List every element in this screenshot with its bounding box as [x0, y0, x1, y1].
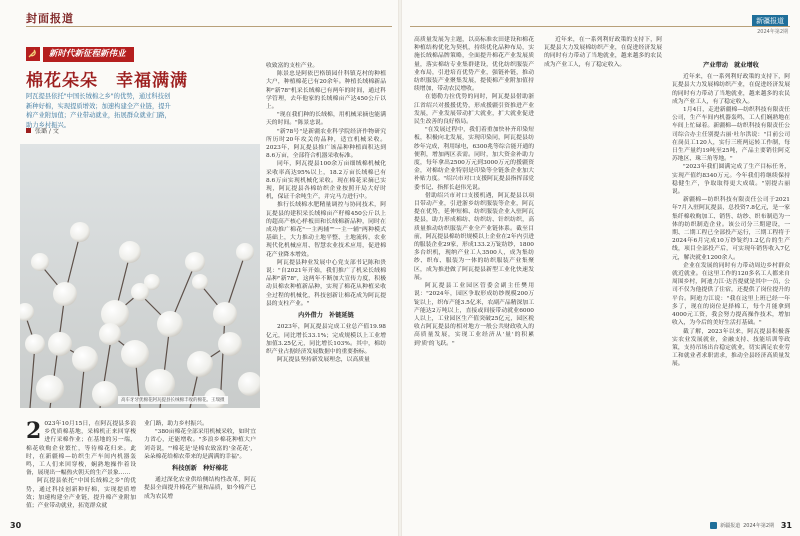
paragraph: 收致富的支柱产业。: [266, 63, 319, 69]
photo-caption: 高车牙牙优棉花阿瓦提县长绒棉丰收的棉花。王瑞摄: [118, 396, 228, 404]
subheading: 内外借力 补链延链: [298, 312, 354, 320]
paragraph: 2023年，阿瓦提县完成工业总产值19.98亿元，同比增长33.1%；完成规模以上工业增加值3.25亿元，同比增长103%。其中，棉纺织产业占据经济发展数据中的重要指标。: [266, 324, 386, 355]
paragraph: 近年来，在一系列利好政策的支持下，阿瓦提县大力发展棉纺织产业，在促进经济发展的同时有力带动了当地就业，越来越多的农民成为产业工人，有了稳定收入。: [544, 37, 662, 68]
paragraph: 陈景忠是阿依巴格镇园什科镇克村的种植大户，种植棉花已有20余年。种植长绒棉新品种"新78"机采长绒棉已有两年的时间，通过科学管理，去年他家的长绒棉亩产达450公斤以上。: [266, 71, 386, 111]
paragraph: 阿瓦提县种业发展中心党支部书记陈和贵说："自2021年开始，我们推广了机采长绒棉品种"新78"，这两年不断加大宣传力度，积极动员棉农种植新品种，实现了棉花从种植采收全过程的机械化，科技创新让棉花成为阿瓦提县的支柱产业。": [266, 259, 386, 307]
paragraph: 阿瓦提县工业园区管委会副主任樊用说："2024年，园区争取形成纺纱规模200万锭以上，织布产能3.5亿米，农副产品精深加工产能达2万吨以上，直接或间接带动就业6000人以上，工业园区生产值突破25亿元，园区税收占阿瓦提县的相对地方一般公共财政收入的高质量发展，实现工业经济从'量'的积累到'质'的飞跃。": [414, 283, 534, 347]
left-column-3: [266, 62, 386, 364]
paragraph: 同年，阿瓦提县100余万亩细绒棉机械化采收率高达95%以上，18.2万亩长绒棉已有8.6万亩实现机械化采收。现在棉花采摘已实现，阿瓦提县各棉纺织企业按照开局大好时机，保证千余吨生产，并完马力进行中。: [266, 161, 386, 201]
left-column-2: [144, 420, 256, 501]
top-rule: [410, 26, 790, 27]
masthead-title: 新疆报道: [752, 15, 788, 27]
headline: 棉花朵朵 幸福满满: [26, 71, 188, 91]
paragraph: 在德勒力拉优势的同时，阿瓦提县借助浙江省绍兴对援援优势，形成援疆引资推进产业发展，产业发展带动扩大就业，扩大就业促进民生改善的良好格局。: [414, 94, 534, 126]
page-number-right: 31: [780, 521, 792, 530]
paragraph: 通过深化农业供给侧结构性改革，阿瓦提县全面提升棉花产量和品质，如今棉产已成为农民增: [144, 477, 256, 500]
banner-label: 新时代新征程新伟业: [43, 47, 134, 62]
subheading: 产业带动 就业增收: [703, 62, 759, 69]
footer-label: 新疆报道: [720, 523, 741, 529]
paragraph: 截了解，2023年以来，阿瓦提县积极落实农业发展就业，金融支持、技能培训等政策，支持吊场出台稳定就业，切实满足农业劳工和就业者求职需求，推动全县经济高质量发展。: [672, 328, 790, 368]
paragraph: 阿瓦提县依托"中国长绒棉之乡"的优势，通过科技创新种好棉，实现提质增效；加速构建全产业链，提升棉产业附加值；产业带动就业，拓宽群众就: [26, 478, 136, 510]
section-tag: 封面报道: [26, 12, 74, 25]
right-column-3: [672, 58, 790, 369]
paragraph: "在发展过程中，我们着重加快补齐印染短板，积极向北发展，实现印染同，阿瓦提县纺纱年完成，利用绿电，6300兆等综合能开通的便利，增加两区表需。同时，加大资金补助力度，每年拿出2500万元到3000万元的援疆资金，对棉纺企业特别是印染等全链条企业加大补贴力度。"绍兴市对口支援阿瓦提县指挥部党委书记、指挥长赵伟光说。: [414, 127, 534, 191]
paragraph: 企业在发展的同时有力带动周边乡村群众就近就业。在这里工作的120多名工人都来自周围乡村，阿迪力江·达吾提就是其中一员，公司不仅为他提供了住宿，还提供了岗位提升的平台。阿迪力江说："我在这里上班已经一年多了，现在的岗位是择棉工，每个月能拿到4000元工资，我会努力提高操作技术，增加收入，为今后的美好生活打基础。": [672, 262, 790, 327]
banner: [26, 46, 134, 62]
masthead: [752, 8, 788, 35]
magazine-logo-icon: [710, 522, 717, 529]
page-number-left: 30: [10, 521, 22, 530]
lede: 阿瓦提县依托"中国长绒棉之乡"的优势，通过科技创新种好棉，实现提质增效；加速构建全产业链，提升棉产业附加值；产业带动就业，拓展群众就业门路，助力乡村振兴。: [26, 93, 171, 129]
cotton-photo: [20, 144, 260, 408]
byline-text: 张璐 / 文: [35, 128, 59, 135]
cotton-field-image: [20, 144, 260, 408]
dropcap: 2: [26, 418, 42, 444]
right-page: [402, 0, 800, 536]
paragraph: 借助绍兴市对口支援机遇，阿瓦提县以项目带动产业，引进浙乡纺织服装等企业，阿瓦提在优势，延伸短棉、纺织服装企业入驻阿瓦提县，助力形成棉纺、纺织纺、针织纺织，高质量推动纺织服装产业全产业链体系。截至目前，阿瓦提县棉纺织规模以上企业在2年内引进的服装企业29家，形成133.2万锭纺纱，1800多台织机，现纳产业工人3500人，成为集纺纱、织布、服装为一体的纺织服装产业集聚区，成为推进做了阿瓦提县新型工业化快速发展。: [414, 192, 534, 281]
masthead-issue: 2024年第2期: [757, 29, 788, 35]
paragraph: 推行长绒棉水肥精量调控与协同技术，阿瓦提县的建积采长绒棉亩产籽棉450公斤以上的超高产核心样板田和长绒棉新品种，同时在成功推广棉花"一主两辅""一主一辅"两种模式基础上，大力推动土地平整、土地流转，农业现代化机械应用、智慧农业技术应用，促进棉花产业降本增效。: [266, 202, 386, 258]
paragraph: 1月4日，走进新疆棉—纺织科技有限责任公司，生产车间内机器轰鸣，工人们娴熟地在车间上忙碌着。新疆棉—纺织科技有限责任公司综合办主任别提古丽·吐尔洪说："目前公司在岗员工120人，实行三班两运转工作制，每日生产量约19吨至25吨，产品主要销往阿克苏地区、珠三角等地。": [672, 107, 790, 163]
paragraph: "现在我们种的长绒棉，用机械采摘也能满天的时间。"陈景忠说。: [266, 112, 386, 127]
footer: [710, 522, 774, 529]
subheading: 科技创新 种好棉花: [172, 465, 228, 473]
paragraph: 023年10月15日，在阿瓦提县多浪乡优质棉基地，采棉机正来回穿梭进行采棉作业；在基地的另一端，棉花收购企业繁忙，等待棉花归来。此时，在新疆棉—纺织生产车间内机器轰鸣，工人们来回穿梭，娴熟地操作着设备，展现出一幅热火朝天的生产景象……: [26, 421, 136, 477]
paragraph: "新78号"是新疆农业科学院经济作物研究所历时20年攻关的品种，适宜机械采收。2023年，阿瓦提县推广该品种种植面积达到8.6万亩，全部符合机器采收标准。: [266, 128, 386, 160]
left-column-1: [26, 420, 136, 510]
paragraph: "2023年我们圆满完成了生产目标任务，实现产值约8340万元。今年我们将继续保持稳健生产，争取取得更大成绩。"别提古丽说。: [672, 164, 790, 196]
party-emblem-icon: [26, 47, 40, 61]
footer-issue: 2024年第2期: [743, 523, 774, 529]
paragraph: 阿瓦提县坚持新发展理念，以高质量: [277, 357, 370, 364]
right-column-2: [544, 36, 662, 69]
paragraph: 近年来，在一系列利好政策的支持下，阿瓦提县大力发展棉纺织产业，在促进经济发展的同时有力带动了当地就业，越来越多的农民成为产业工人，有了稳定收入。: [672, 74, 790, 105]
paragraph: "380亩棉花全部采用机械采收，如时宜力省心，还能增收。"多浪乡棉花种植大户刘奇说，"'棉花是'是棉农致富的'金花花'，朵朵棉花给棉农带来的是满满的幸福"。: [144, 429, 256, 460]
paragraph: 高质量发展为主题，以高标准农田建设和棉花种植结构优化为契机，持续优化品种布局，实施长绒棉品牌策略，全面提升棉花产业发展质量，落实棉纺专业集群建设，优化纺织服装产业布局，引进培育优势产业，强链补链，推动纺织服装产业聚集发展，提使棉产业附加值持续增加，带动农民增收。: [414, 37, 534, 93]
byline: [26, 126, 59, 135]
left-page: [0, 0, 398, 536]
paragraph: 新疆棉—纺织科技有限责任公司于2021年7月入驻阿瓦提县，总投资7.8亿元，是一家集纤棉收购加工、销售、纺纱、织布制造为一体的纺织制造企业。该公司分三期建设，一期、二期工程已全部投产运行，三期工程将于2024年6月完成10万纱锭约1.2亿台的生产线，项目全部投产后，可实现年销售收入7亿元，解决就业1200余人。: [672, 197, 790, 261]
top-rule: [26, 26, 392, 27]
paragraph: 业门路，助力乡村振兴。: [144, 421, 208, 427]
byline-marker-icon: [26, 128, 31, 133]
right-column-1: [414, 36, 534, 348]
